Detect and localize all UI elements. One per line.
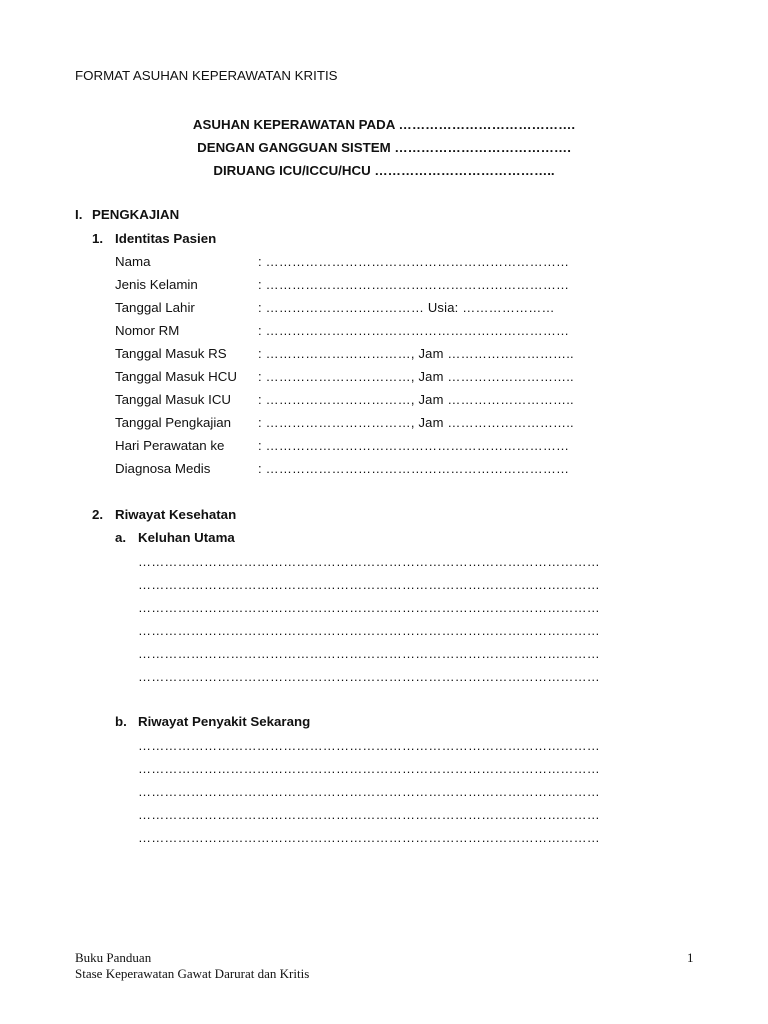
subsection-heading: Riwayat Kesehatan: [115, 507, 237, 522]
field-blank[interactable]: : ……………………………… Usia: …………………: [258, 300, 555, 315]
blank-line[interactable]: ……………………………………………………………………………………………: [138, 738, 600, 753]
field-label: Hari Perawatan ke: [115, 438, 225, 453]
field-blank[interactable]: : ……………………………, Jam ………………………..: [258, 415, 574, 430]
field-blank[interactable]: : ……………………………, Jam ………………………..: [258, 346, 574, 361]
field-blank[interactable]: : ……………………………, Jam ………………………..: [258, 392, 574, 407]
heading-asuhan: ASUHAN KEPERAWATAN PADA ………………………………….: [192, 117, 576, 132]
item-heading: Riwayat Penyakit Sekarang: [138, 714, 311, 729]
field-blank[interactable]: : ……………………………………………………………: [258, 438, 570, 453]
item-heading: Keluhan Utama: [138, 530, 235, 545]
field-label: Nama: [115, 254, 151, 269]
heading-ruang: DIRUANG ICU/ICCU/HCU …………………………………..: [213, 163, 555, 178]
blank-line[interactable]: ……………………………………………………………………………………………: [138, 807, 600, 822]
field-label: Jenis Kelamin: [115, 277, 198, 292]
field-blank[interactable]: : ……………………………………………………………: [258, 323, 570, 338]
field-blank[interactable]: : ……………………………………………………………: [258, 277, 570, 292]
section-number: I.: [75, 207, 83, 222]
item-letter: a.: [115, 530, 127, 545]
blank-line[interactable]: ……………………………………………………………………………………………: [138, 830, 600, 845]
blank-line[interactable]: ……………………………………………………………………………………………: [138, 761, 600, 776]
field-blank[interactable]: : ……………………………………………………………: [258, 254, 570, 269]
blank-line[interactable]: ……………………………………………………………………………………………: [138, 554, 600, 569]
field-label: Tanggal Lahir: [115, 300, 195, 315]
field-label: Tanggal Masuk ICU: [115, 392, 232, 407]
field-label: Tanggal Pengkajian: [115, 415, 232, 430]
field-blank[interactable]: : ……………………………………………………………: [258, 461, 570, 476]
subsection-number: 1.: [92, 231, 104, 246]
blank-line[interactable]: ……………………………………………………………………………………………: [138, 784, 600, 799]
field-label: Tanggal Masuk RS: [115, 346, 227, 361]
item-letter: b.: [115, 714, 127, 729]
blank-line[interactable]: ……………………………………………………………………………………………: [138, 669, 600, 684]
field-label: Tanggal Masuk HCU: [115, 369, 237, 384]
blank-line[interactable]: ……………………………………………………………………………………………: [138, 646, 600, 661]
field-label: Nomor RM: [115, 323, 180, 338]
subsection-heading: Identitas Pasien: [115, 231, 217, 246]
blank-line[interactable]: ……………………………………………………………………………………………: [138, 623, 600, 638]
field-blank[interactable]: : ……………………………, Jam ………………………..: [258, 369, 574, 384]
blank-line[interactable]: ……………………………………………………………………………………………: [138, 600, 600, 615]
subsection-number: 2.: [92, 507, 104, 522]
document-title: FORMAT ASUHAN KEPERAWATAN KRITIS: [75, 68, 338, 83]
section-heading: PENGKAJIAN: [92, 207, 180, 222]
heading-gangguan-sistem: DENGAN GANGGUAN SISTEM ………………………………….: [197, 140, 571, 155]
page-number: 1: [687, 950, 694, 965]
blank-line[interactable]: ……………………………………………………………………………………………: [138, 577, 600, 592]
footer-book-title: Buku Panduan: [75, 950, 152, 965]
field-label: Diagnosa Medis: [115, 461, 211, 476]
footer-stase: Stase Keperawatan Gawat Darurat dan Kritis: [75, 966, 310, 981]
